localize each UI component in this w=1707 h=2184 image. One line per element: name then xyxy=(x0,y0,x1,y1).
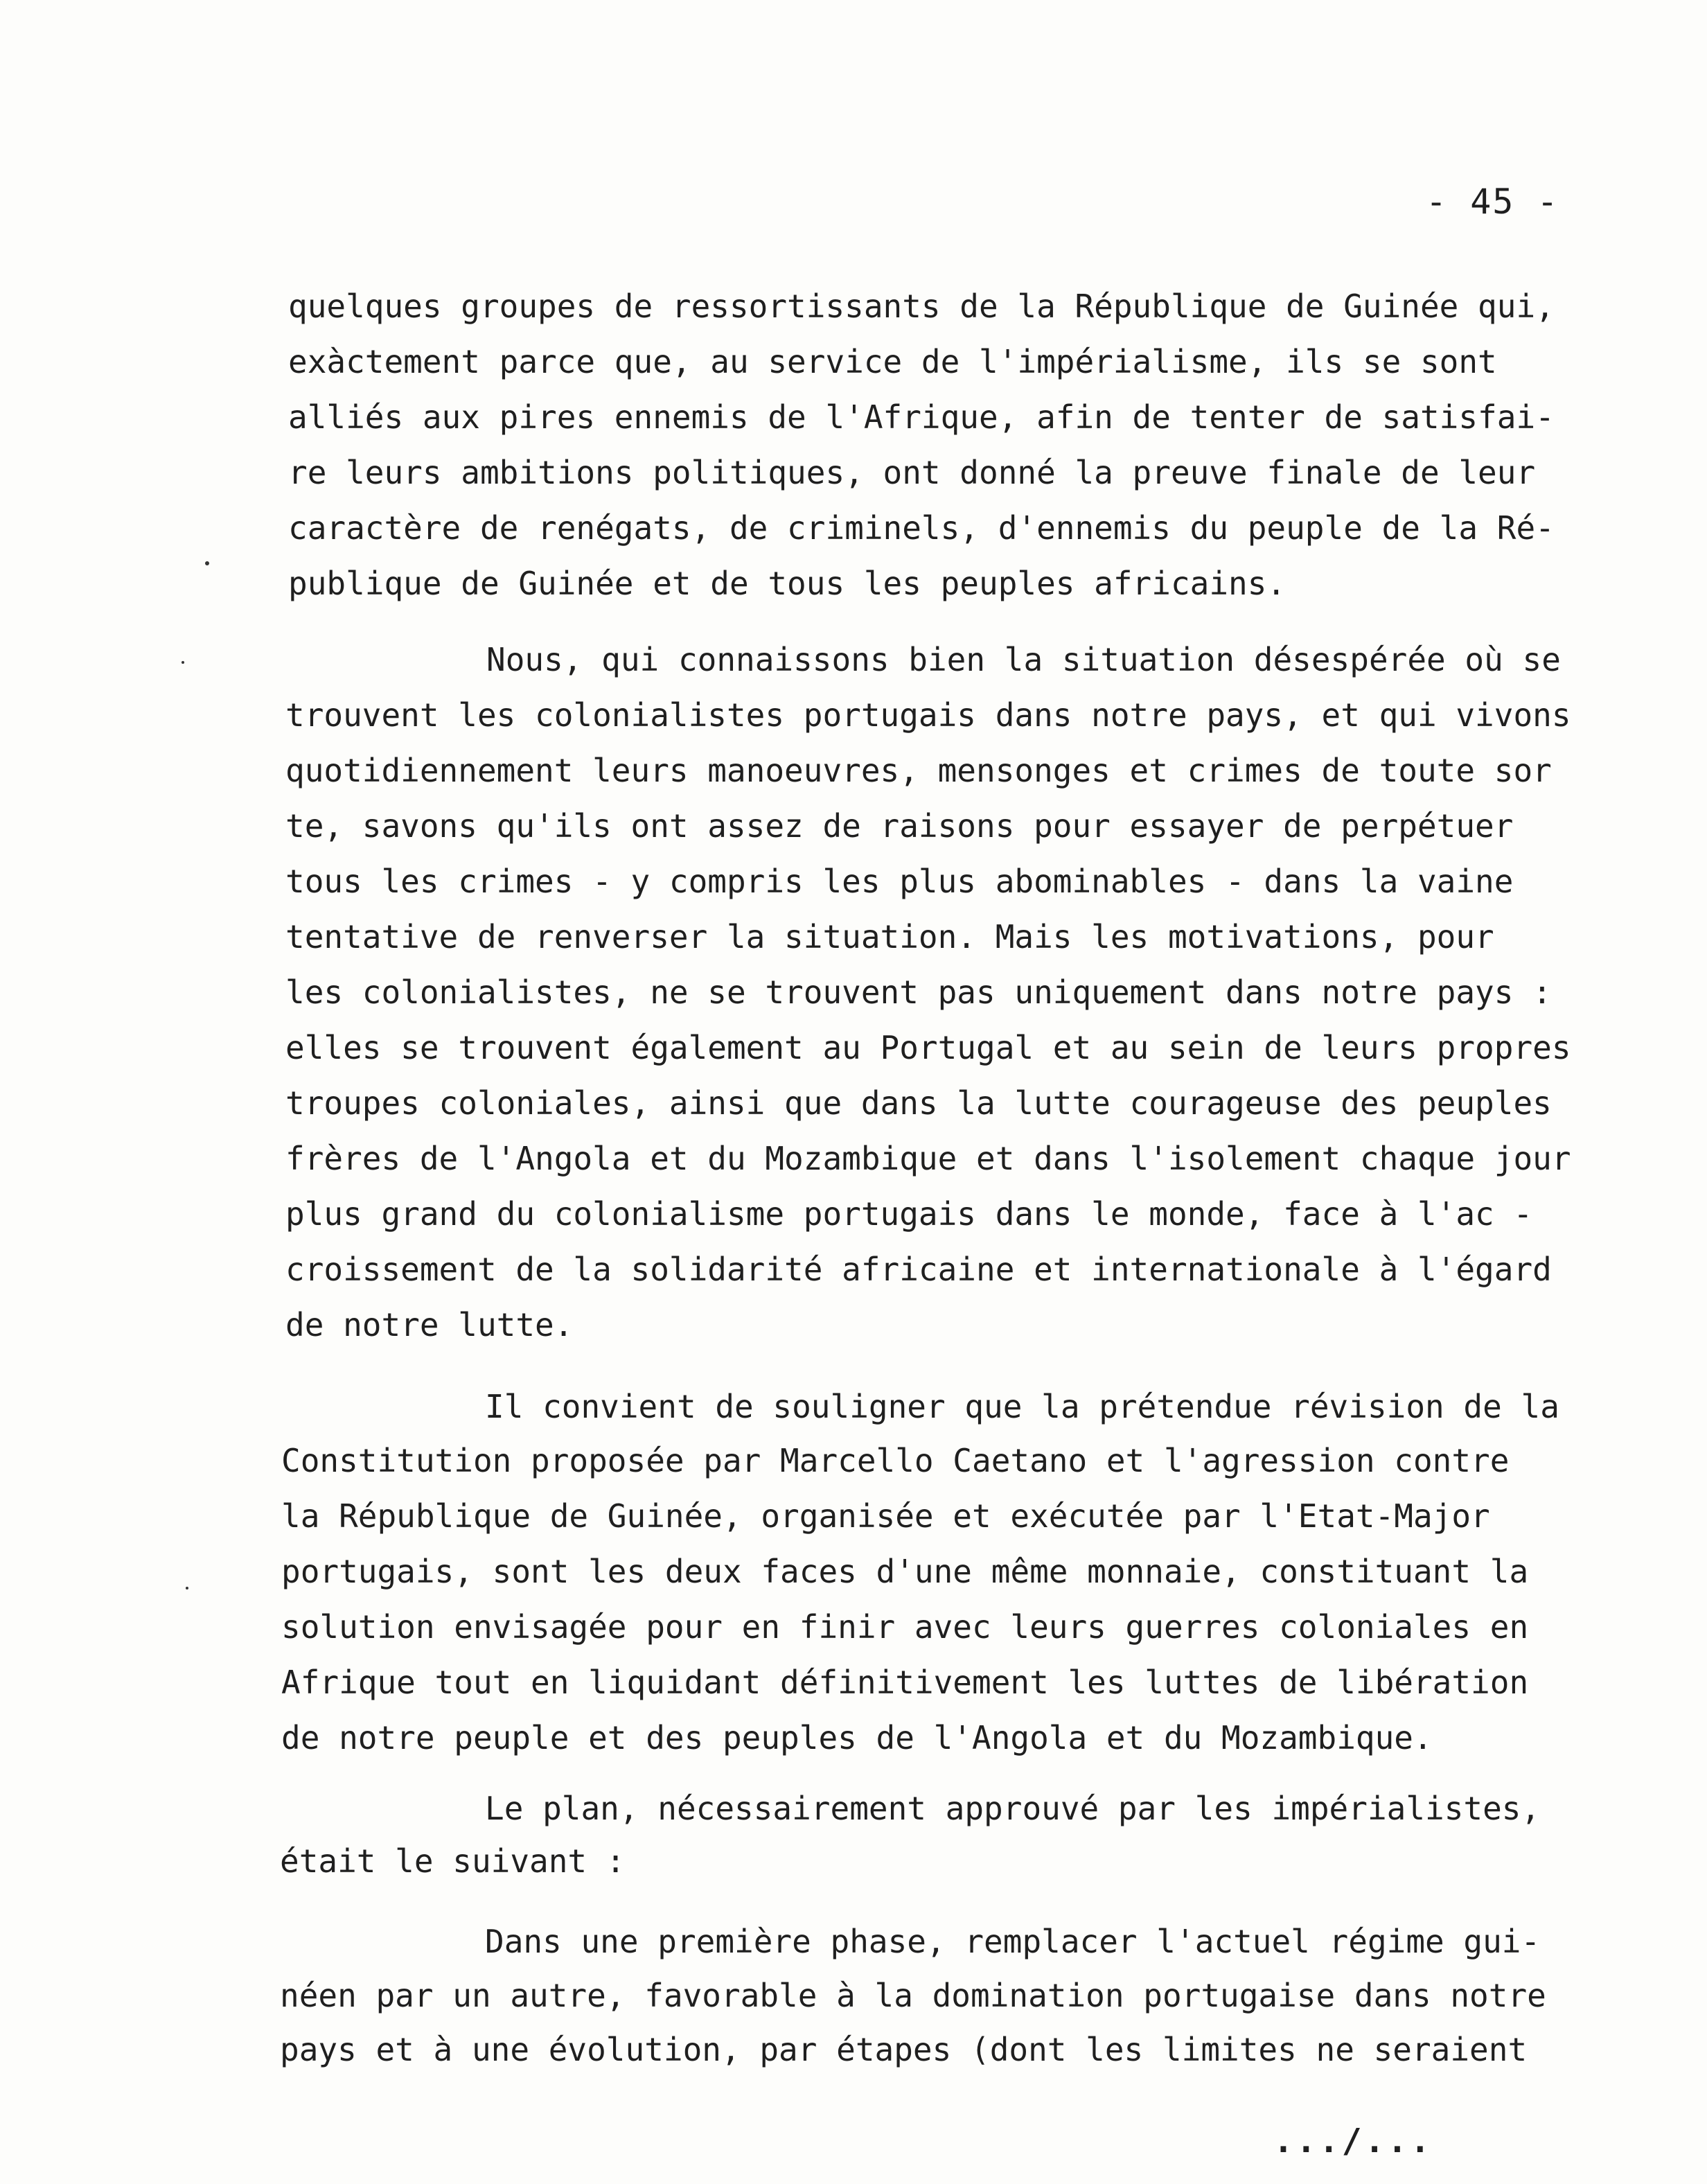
text-line: Dans une première phase, remplacer l'actuel régime gui- xyxy=(485,1923,1541,1960)
text-line: elles se trouvent également au Portugal et au sein de leurs propres xyxy=(285,1029,1571,1066)
text-line: troupes coloniales, ainsi que dans la lutte courageuse des peuples xyxy=(285,1084,1552,1122)
text-line: portugais, sont les deux faces d'une même monnaie, constituant la xyxy=(281,1553,1529,1590)
text-line: quotidiennement leurs manoeuvres, mensonges et crimes de toute sor xyxy=(285,752,1552,789)
text-line: alliés aux pires ennemis de l'Afrique, afin de tenter de satisfai- xyxy=(288,398,1555,436)
text-line: était le suivant : xyxy=(280,1842,626,1880)
text-line: exàctement parce que, au service de l'impérialisme, ils se sont xyxy=(288,343,1497,380)
text-line: de notre lutte. xyxy=(285,1306,574,1344)
text-line: de notre peuple et des peuples de l'Angola et du Mozambique. xyxy=(281,1719,1433,1756)
text-line: te, savons qu'ils ont assez de raisons pour essayer de perpétuer xyxy=(285,807,1514,845)
text-line: caractère de renégats, de criminels, d'ennemis du peuple de la Ré- xyxy=(288,509,1555,547)
continuation-mark: .../... xyxy=(1273,2122,1433,2160)
page-number: - 45 - xyxy=(1426,182,1559,222)
text-line: trouvent les colonialistes portugais dans notre pays, et qui vivons xyxy=(285,696,1571,734)
text-line: quelques groupes de ressortissants de la République de Guinée qui, xyxy=(288,288,1555,325)
text-line: frères de l'Angola et du Mozambique et dans l'isolement chaque jour xyxy=(285,1140,1571,1177)
text-line: Le plan, nécessairement approuvé par les impérialistes, xyxy=(485,1790,1541,1827)
scan-speck xyxy=(182,661,184,664)
text-line: tous les crimes - y compris les plus abominables - dans la vaine xyxy=(285,863,1514,900)
text-line: Constitution proposée par Marcello Caetano et l'agression contre xyxy=(281,1442,1510,1479)
text-line: solution envisagée pour en finir avec leurs guerres coloniales en xyxy=(281,1608,1529,1646)
text-line: Nous, qui connaissons bien la situation désespérée où se xyxy=(486,641,1561,678)
scan-speck xyxy=(205,561,209,565)
text-line: tentative de renverser la situation. Mais les motivations, pour xyxy=(285,918,1494,956)
text-line: plus grand du colonialisme portugais dans le monde, face à l'ac - xyxy=(285,1195,1533,1233)
text-line: la République de Guinée, organisée et exécutée par l'Etat-Major xyxy=(281,1497,1490,1535)
text-line: re leurs ambitions politiques, ont donné la preuve finale de leur xyxy=(288,454,1536,491)
text-line: croissement de la solidarité africaine et internationale à l'égard xyxy=(285,1251,1552,1288)
text-line: Afrique tout en liquidant définitivement les luttes de libération xyxy=(281,1664,1529,1701)
text-line: les colonialistes, ne se trouvent pas uniquement dans notre pays : xyxy=(285,974,1552,1011)
text-line: pays et à une évolution, par étapes (dont les limites ne seraient xyxy=(280,2031,1528,2068)
text-line: Il convient de souligner que la prétendue révision de la xyxy=(485,1388,1559,1425)
text-line: néen par un autre, favorable à la domination portugaise dans notre xyxy=(280,1977,1546,2014)
scan-speck xyxy=(186,1587,188,1589)
text-line: publique de Guinée et de tous les peuples africains. xyxy=(288,565,1286,602)
